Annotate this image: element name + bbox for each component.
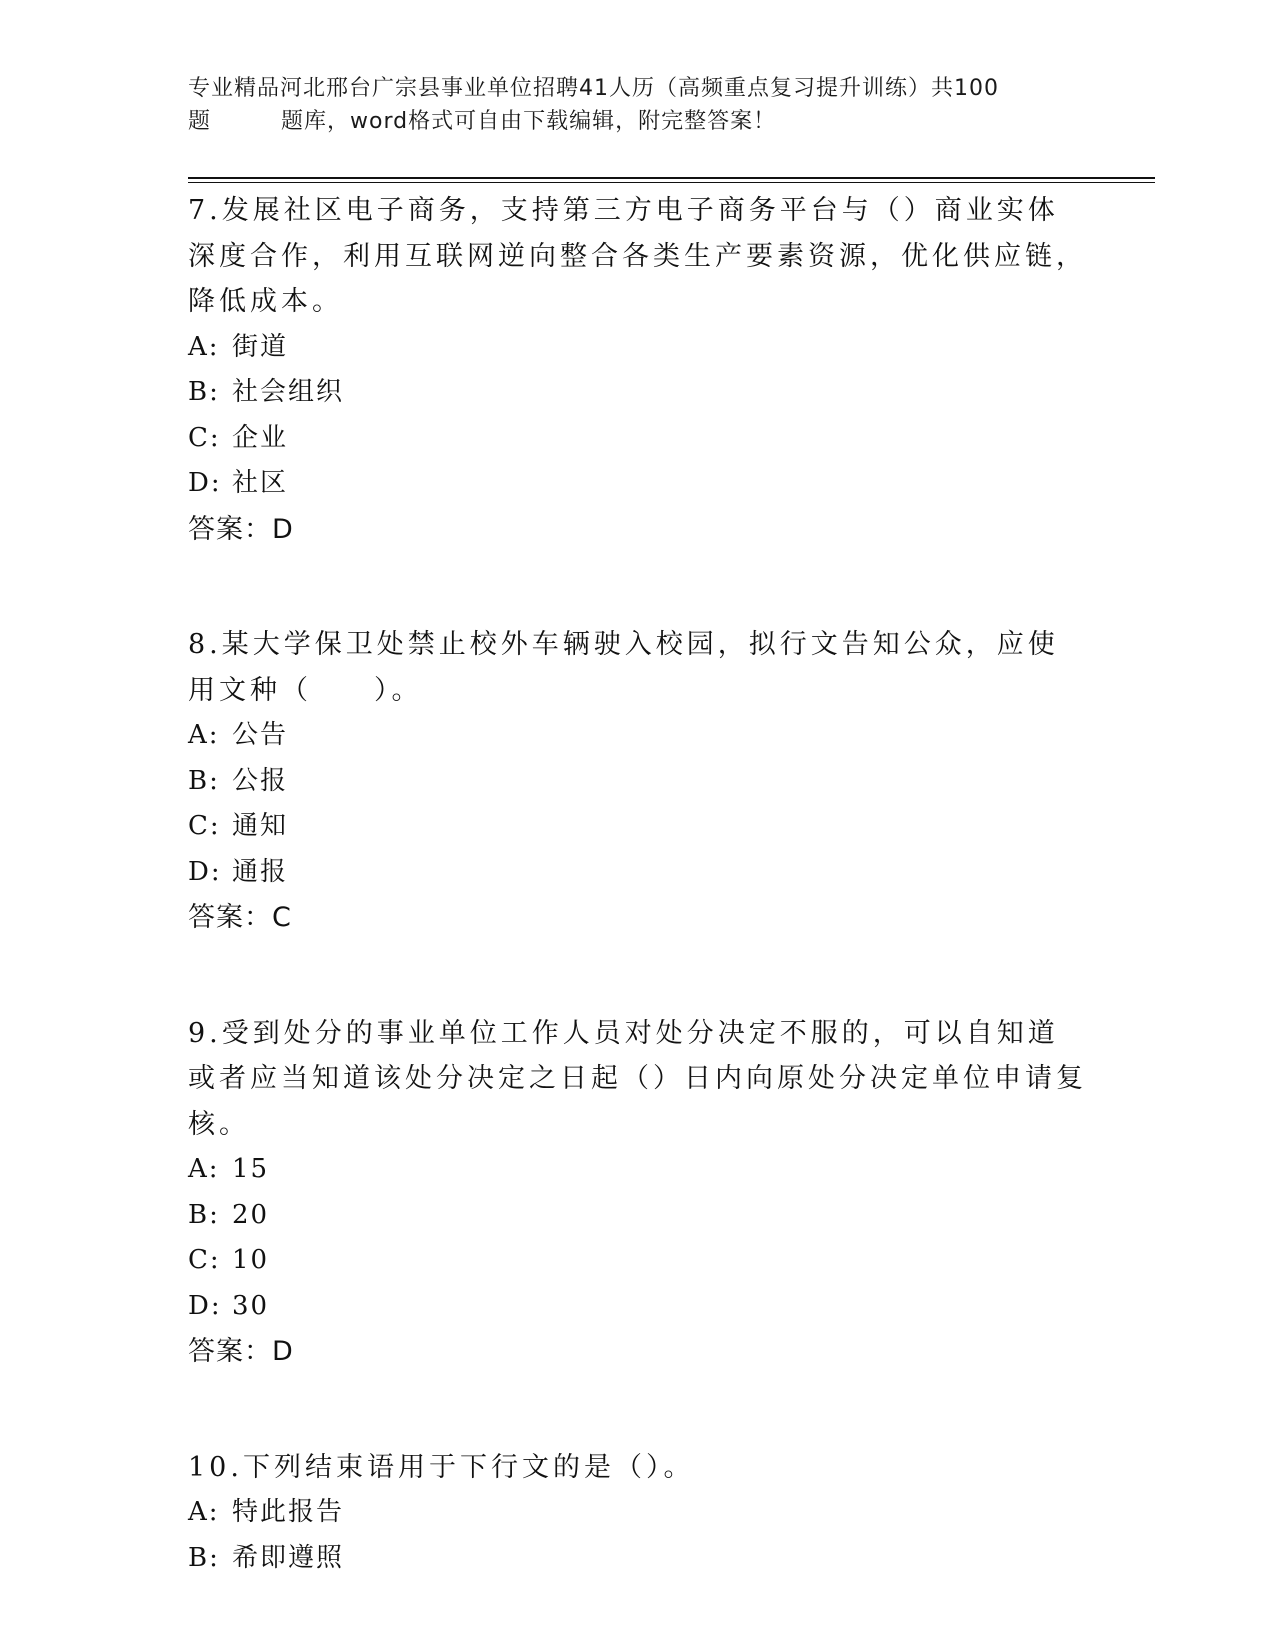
option-letter: A: xyxy=(188,1497,220,1527)
option-b xyxy=(188,370,1088,416)
header-title-line-1: 专业精品河北邢台广宗县事业单位招聘41人历（高频重点复习提升训练）共100 xyxy=(188,76,999,101)
option-a xyxy=(188,1490,1088,1536)
option-a xyxy=(188,713,1088,759)
header-divider-thick xyxy=(188,177,1155,179)
answer-line: 答案：D xyxy=(188,1336,294,1367)
option-b xyxy=(188,1193,1088,1239)
answer-line: 答案：D xyxy=(188,513,294,545)
option-text: 公告 xyxy=(232,720,289,750)
option-c xyxy=(188,1238,1088,1284)
option-letter: B: xyxy=(188,1542,220,1573)
option-letter: D: xyxy=(188,1290,222,1321)
option-letter: D: xyxy=(188,468,222,498)
option-text: 街道 xyxy=(232,331,289,362)
question-item xyxy=(188,1011,1088,1375)
option-letter: B: xyxy=(188,377,220,407)
option-c xyxy=(188,804,1088,850)
option-text: 20 xyxy=(232,1199,270,1230)
header-title-line-2 xyxy=(188,105,1088,138)
option-text: 通知 xyxy=(232,811,289,841)
option-d xyxy=(188,1284,1088,1330)
option-text: 社会组织 xyxy=(232,377,345,407)
option-b xyxy=(188,759,1088,805)
option-text: 公报 xyxy=(232,765,289,796)
option-d xyxy=(188,461,1088,507)
question-item xyxy=(188,1445,1088,1582)
option-text: 社区 xyxy=(232,468,289,498)
option-letter: A: xyxy=(188,331,220,362)
option-text: 通报 xyxy=(232,856,289,887)
option-letter: C: xyxy=(188,811,221,841)
question-text: 10.下列结束语用于下行文的是（）。 xyxy=(188,1451,695,1483)
option-letter: C: xyxy=(188,422,221,453)
option-text: 30 xyxy=(232,1290,270,1321)
option-text: 特此报告 xyxy=(232,1497,345,1527)
option-text: 企业 xyxy=(232,422,289,453)
header-line-2-right: 题库，word格式可自由下载编辑，附完整答案！ xyxy=(281,109,777,134)
header-line-2-left: 题 xyxy=(188,109,212,134)
option-a xyxy=(188,325,1088,371)
option-b xyxy=(188,1536,1088,1582)
option-letter: B: xyxy=(188,1199,220,1230)
option-text: 15 xyxy=(232,1154,270,1184)
option-d xyxy=(188,850,1088,896)
option-text: 希即遵照 xyxy=(232,1542,345,1573)
option-a xyxy=(188,1147,1088,1193)
option-c xyxy=(188,416,1088,462)
option-letter: A: xyxy=(188,1154,220,1184)
question-text: 9.受到处分的事业单位工作人员对处分决定不服的，可以自知道或者应当知道该处分决定之日起（）日内向原处分决定单位申请复核。 xyxy=(188,1017,1087,1140)
answer-line: 答案：C xyxy=(188,902,292,933)
option-letter: C: xyxy=(188,1245,221,1275)
option-text: 10 xyxy=(232,1245,270,1275)
option-letter: A: xyxy=(188,720,220,750)
question-text: 8.某大学保卫处禁止校外车辆驶入校园，拟行文告知公众，应使用文种（ ）。 xyxy=(188,629,1059,706)
document-header xyxy=(188,72,1088,138)
header-divider-thin xyxy=(188,182,1155,183)
option-letter: B: xyxy=(188,765,220,796)
question-text: 7.发展社区电子商务，支持第三方电子商务平台与（）商业实体深度合作，利用互联网逆向整合各类生产要素资源，优化供应链，降低成本。 xyxy=(188,195,1087,317)
option-letter: D: xyxy=(188,856,222,887)
question-item xyxy=(188,622,1088,941)
question-list xyxy=(188,188,1088,1609)
question-item xyxy=(188,188,1088,552)
